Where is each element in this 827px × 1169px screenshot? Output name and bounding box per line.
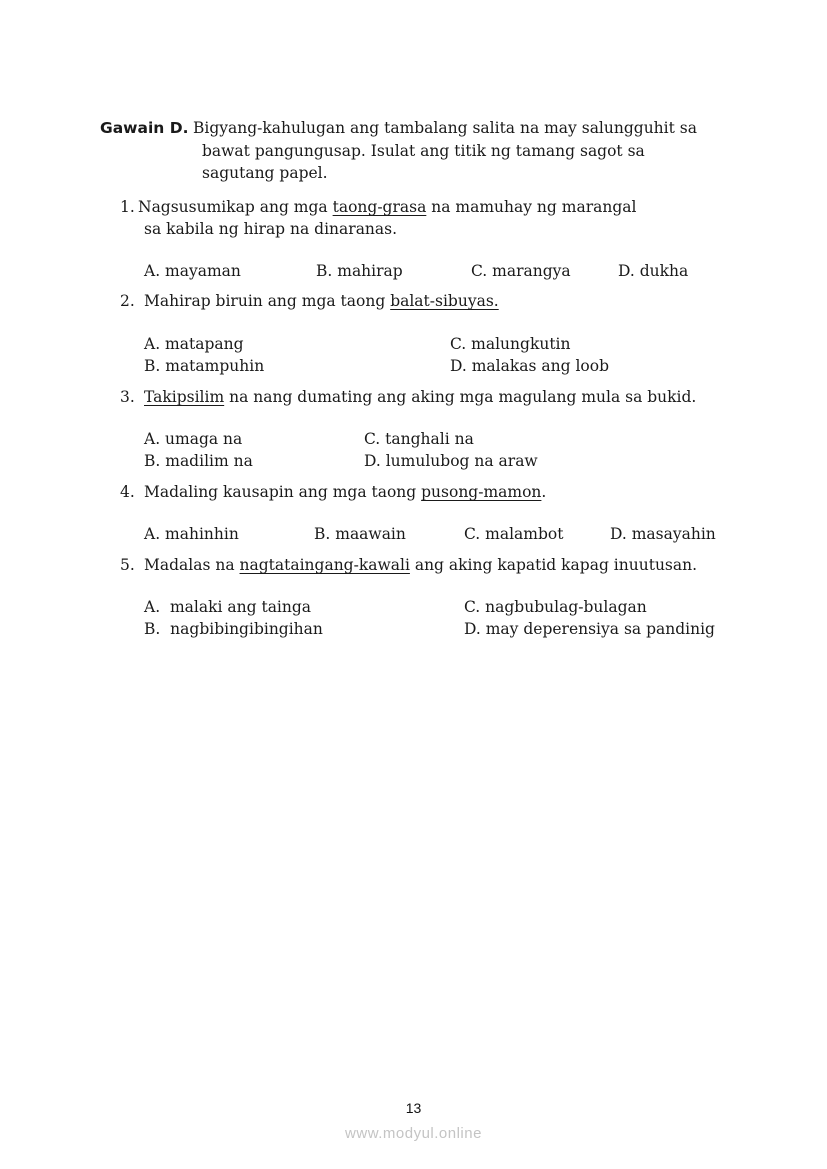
page-number: 13 bbox=[405, 1100, 422, 1116]
option-b: B. mahirap bbox=[316, 262, 403, 280]
option-a: A. malaki ang tainga bbox=[144, 598, 312, 616]
option-d: D. malakas ang loob bbox=[450, 357, 609, 375]
underlined-word: Takipsilim bbox=[144, 388, 225, 406]
option-b: B. maawain bbox=[314, 525, 406, 543]
question-number: 4. bbox=[120, 483, 135, 501]
underlined-word: taong-grasa bbox=[332, 198, 427, 216]
question-text: Madalas na nagtataingang-kawali ang aking kapatid kapag inuutusan. bbox=[144, 556, 698, 574]
option-a: A. umaga na bbox=[144, 430, 243, 448]
question-number: 1. bbox=[120, 198, 135, 216]
option-c: C. malungkutin bbox=[450, 335, 571, 353]
option-a: A. matapang bbox=[144, 335, 244, 353]
question-text: Madaling kausapin ang mga taong pusong-mamon. bbox=[144, 483, 547, 501]
option-a: A. mayaman bbox=[144, 262, 241, 280]
option-b: B. matampuhin bbox=[144, 357, 265, 375]
question-number: 3. bbox=[120, 388, 135, 406]
question-text: sa kabila ng hirap na dinaranas. bbox=[144, 220, 398, 238]
instruction-line: Bigyang-kahulugan ang tambalang salita na may salungguhit sa bbox=[193, 119, 697, 137]
question-text: Takipsilim na nang dumating ang aking mga magulang mula sa bukid. bbox=[144, 388, 697, 406]
watermark: www.modyul.online bbox=[345, 1125, 482, 1142]
activity-label: Gawain D. bbox=[100, 119, 189, 137]
option-d: D. dukha bbox=[618, 262, 689, 280]
option-a: A. mahinhin bbox=[144, 525, 239, 543]
underlined-word: nagtataingang-kawali bbox=[239, 556, 410, 574]
option-d: D. lumulubog na araw bbox=[364, 452, 538, 470]
underlined-word: pusong-mamon bbox=[421, 483, 542, 501]
option-c: C. tanghali na bbox=[364, 430, 474, 448]
option-b: B. nagbibingibingihan bbox=[144, 620, 323, 638]
option-c: C. malambot bbox=[464, 525, 564, 543]
underlined-word: balat-sibuyas. bbox=[390, 292, 499, 310]
question-text: Mahirap biruin ang mga taong balat-sibuyas. bbox=[144, 292, 499, 310]
question-text: Nagsusumikap ang mga taong-grasa na mamuhay ng marangal bbox=[138, 198, 637, 216]
option-d: D. may deperensiya sa pandinig bbox=[464, 620, 715, 638]
option-d: D. masayahin bbox=[610, 525, 716, 543]
question-number: 2. bbox=[120, 292, 135, 310]
option-b: B. madilim na bbox=[144, 452, 253, 470]
option-c: C. marangya bbox=[471, 262, 571, 280]
question-number: 5. bbox=[120, 556, 135, 574]
instruction-line: bawat pangungusap. Isulat ang titik ng tamang sagot sa bbox=[202, 142, 645, 160]
option-c: C. nagbubulag-bulagan bbox=[464, 598, 647, 616]
instruction-line: sagutang papel. bbox=[202, 164, 328, 182]
